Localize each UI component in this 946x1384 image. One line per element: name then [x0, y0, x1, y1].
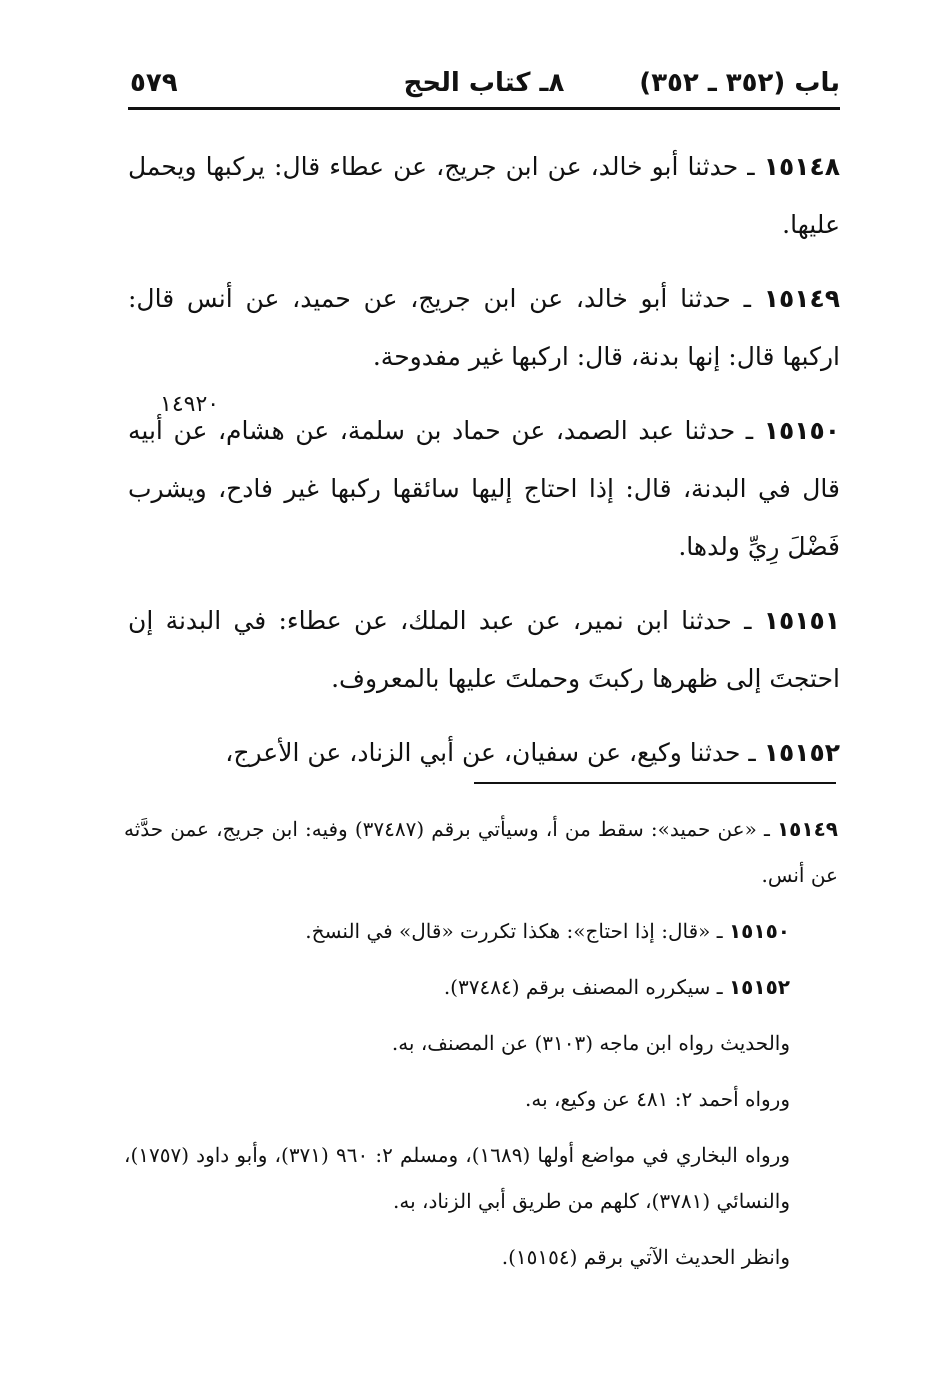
- footnote-text: ـ «قال: إذا احتاج»: هكذا تكررت «قال» في النسخ.: [305, 919, 729, 943]
- footnote-text: ـ «عن حميد»: سقط من أ، وسيأتي برقم (٣٧٤٨٧) وفيه: ابن جريج، عمن حدَّثه عن أنس.: [124, 817, 838, 887]
- hadith-paragraph: [128, 270, 840, 386]
- hadith-number: ١٥١٥١: [763, 606, 840, 635]
- footnote: [124, 964, 838, 1010]
- footnote-number: ١٥١٥٠: [728, 919, 790, 943]
- page-header: [128, 62, 840, 110]
- footnote-text: ورواه البخاري في مواضع أولها (١٦٨٩)، ومسلم ٢: ٩٦٠ (٣٧١)، وأبو داود (١٧٥٧)، والنسائي (٣٧٨١)، كلهم من طريق أبي الزناد، به.: [124, 1143, 790, 1213]
- footnote-text: ـ سيكرره المصنف برقم (٣٧٤٨٤).: [443, 975, 729, 999]
- footnote: [124, 1234, 838, 1280]
- margin-reference-number: ١٤٩٢٠: [160, 392, 220, 417]
- hadith-number: ١٥١٤٨: [763, 152, 840, 181]
- footnote-number: ١٥١٥٢: [728, 975, 790, 999]
- footnote-text: والحديث رواه ابن ماجه (٣١٠٣) عن المصنف، به.: [391, 1031, 790, 1055]
- footnote: [124, 908, 838, 954]
- footnote: [124, 806, 838, 898]
- hadith-body: [128, 138, 840, 798]
- hadith-paragraph: [128, 402, 840, 576]
- footnote-text: ورواه أحمد ٢: ٤٨١ عن وكيع، به.: [524, 1087, 790, 1111]
- footnote-divider: [474, 782, 836, 784]
- footnote-text: وانظر الحديث الآتي برقم (١٥١٥٤).: [501, 1245, 790, 1269]
- hadith-text: ـ حدثنا وكيع، عن سفيان، عن أبي الزناد، عن الأعرج،: [225, 738, 764, 767]
- hadith-paragraph: [128, 592, 840, 708]
- hadith-text: ـ حدثنا ابن نمير، عن عبد الملك، عن عطاء: في البدنة إن احتجتَ إلى ظهرها ركبتَ وحملتَ عليها بالمعروف.: [128, 606, 840, 693]
- hadith-text: ـ حدثنا أبو خالد، عن ابن جريج، عن حميد، عن أنس قال: اركبها قال: إنها بدنة، قال: اركبها غير مفدوحة.: [128, 284, 840, 371]
- footnote: [124, 1076, 838, 1122]
- hadith-text: ـ حدثنا عبد الصمد، عن حماد بن سلمة، عن هشام، عن أبيه قال في البدنة، قال: إذا احتاج إليها سائقها ركبها غير فادح، ويشرب فَضْلَ رِيِّ ولدها.: [128, 416, 840, 561]
- hadith-paragraph: [128, 138, 840, 254]
- footnote: [124, 1020, 838, 1066]
- chapter-title: باب (٣٥٢ ـ ٣٥٢): [639, 68, 840, 98]
- hadith-paragraph: [128, 724, 840, 782]
- hadith-number: ١٥١٥٠: [763, 416, 840, 445]
- page-number: ٥٧٩: [130, 68, 178, 98]
- footnote: [124, 1132, 838, 1224]
- footnote-number: ١٥١٤٩: [776, 817, 838, 841]
- hadith-number: ١٥١٥٢: [763, 738, 840, 767]
- hadith-number: ١٥١٤٩: [763, 284, 840, 313]
- hadith-text: ـ حدثنا أبو خالد، عن ابن جريج، عن عطاء قال: يركبها ويحمل عليها.: [128, 152, 840, 239]
- footnotes: [124, 806, 838, 1290]
- book-title: ٨ـ كتاب الحج: [403, 68, 565, 98]
